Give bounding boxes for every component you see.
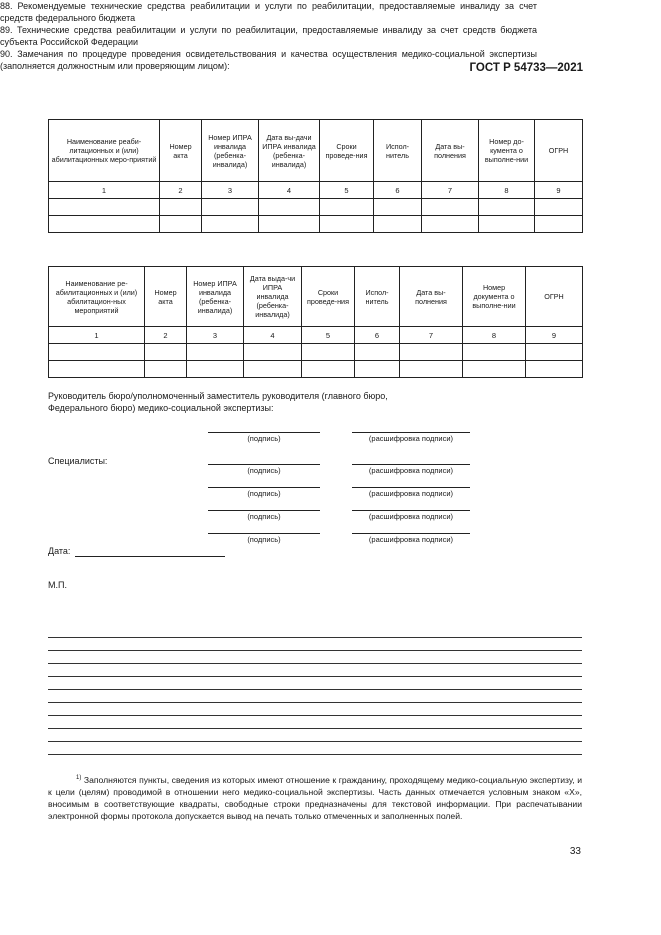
signature-caption: (подпись) xyxy=(247,489,281,498)
table-88-number-cell: 6 xyxy=(374,182,422,199)
table-89-number-row xyxy=(49,327,583,344)
footnote-text: Заполняются пункты, сведения из которых имеют отношение к гражданину, проходящему медико-социальную экспертизу, и к цели (целям) проводимой в отношении него медико-социальной экспертизы. Часть данных отмечается условным знаком «X», вносимым в соответствующие квадраты, свободные строки предназначены для текстовой информации. При распечатывании электронной формы протокола допускается вывод на печать только отмеченных и заполненных полей. xyxy=(48,774,582,821)
table-88 xyxy=(48,119,583,233)
table-88-number-row xyxy=(49,182,583,199)
table-89-header-cell: Сроки проведе-ния xyxy=(302,267,355,327)
table-89-header-cell: Номер документа о выполне-нии xyxy=(463,267,526,327)
signature-line[interactable] xyxy=(208,432,320,433)
remarks-line[interactable] xyxy=(48,702,582,703)
table-89 xyxy=(48,266,583,378)
section-89-title: 89. Технические средства реабилитации и услуги по реабилитации, предоставляемые инвалиду за счет средств бюджета субъекта Российской Федерации xyxy=(0,25,537,47)
decode-caption: (расшифровка подписи) xyxy=(368,466,454,475)
signature-caption: (подпись) xyxy=(247,512,281,521)
signature-line[interactable] xyxy=(208,487,320,488)
decode-line[interactable] xyxy=(352,510,470,511)
table-88-number-cell: 3 xyxy=(202,182,259,199)
section-88-title: 88. Рекомендуемые технические средства реабилитации и услуги по реабилитации, предоставляемые инвалиду за счет средств федерального бюджета xyxy=(0,1,537,23)
stamp-label: М.П. xyxy=(48,580,67,590)
table-89-number-cell: 3 xyxy=(187,327,244,344)
table-89-number-cell: 5 xyxy=(302,327,355,344)
table-89-number-cell: 2 xyxy=(145,327,187,344)
remarks-line[interactable] xyxy=(48,754,582,755)
table-88-empty-row[interactable] xyxy=(49,199,583,216)
table-89-header-cell: Дата выда-чи ИПРА инвалида (ребенка-инвалида) xyxy=(244,267,302,327)
table-89-empty-row[interactable] xyxy=(49,361,583,378)
signature-caption: (подпись) xyxy=(247,535,281,544)
table-89-number-cell: 7 xyxy=(400,327,463,344)
remarks-line[interactable] xyxy=(48,728,582,729)
table-89-number-cell: 9 xyxy=(526,327,583,344)
signature-line[interactable] xyxy=(208,464,320,465)
table-88-header-row xyxy=(49,120,583,182)
table-89-header-cell: ОГРН xyxy=(526,267,583,327)
table-89-header-cell: Наименование ре-абилитационных и (или) абилитацион-ных мероприятий xyxy=(49,267,145,327)
remarks-line[interactable] xyxy=(48,637,582,638)
remarks-line[interactable] xyxy=(48,663,582,664)
decode-line[interactable] xyxy=(352,533,470,534)
table-89-number-cell: 1 xyxy=(49,327,145,344)
section-90-title: 90. Замечания по процедуре проведения освидетельствования и качества осуществления медико-социальной экспертизы (заполняется должностным или проверяющим лицом): xyxy=(0,49,537,71)
page-number: 33 xyxy=(569,846,581,857)
decode-caption: (расшифровка подписи) xyxy=(368,512,454,521)
table-88-number-cell: 9 xyxy=(535,182,583,199)
table-88-number-cell: 5 xyxy=(320,182,374,199)
table-88-header-cell: Сроки проведе-ния xyxy=(320,120,374,182)
remarks-line[interactable] xyxy=(48,650,582,651)
signature-line[interactable] xyxy=(208,533,320,534)
table-88-number-cell: 8 xyxy=(479,182,535,199)
table-88-header-cell: Номер акта xyxy=(160,120,202,182)
remarks-line[interactable] xyxy=(48,715,582,716)
date-line[interactable] xyxy=(75,556,225,557)
date-label: Дата: xyxy=(48,546,71,556)
decode-caption: (расшифровка подписи) xyxy=(368,535,454,544)
table-88-header-cell: Испол-нитель xyxy=(374,120,422,182)
table-89-header-row xyxy=(49,267,583,327)
table-89-header-cell: Номер ИПРА инвалида (ребенка-инвалида) xyxy=(187,267,244,327)
signature-caption: (подпись) xyxy=(247,434,281,443)
table-89-number-cell: 6 xyxy=(355,327,400,344)
remarks-line[interactable] xyxy=(48,741,582,742)
table-89-number-cell: 8 xyxy=(463,327,526,344)
table-88-number-cell: 2 xyxy=(160,182,202,199)
table-88-number-cell: 4 xyxy=(259,182,320,199)
table-89-header-cell: Испол-нитель xyxy=(355,267,400,327)
remarks-line[interactable] xyxy=(48,689,582,690)
table-88-number-cell: 1 xyxy=(49,182,160,199)
decode-line[interactable] xyxy=(352,464,470,465)
table-88-header-cell: Дата вы-дачи ИПРА инвалида (ребенка-инвалида) xyxy=(259,120,320,182)
signature-line[interactable] xyxy=(208,510,320,511)
table-88-number-cell: 7 xyxy=(422,182,479,199)
table-88-header-cell: Номер ИПРА инвалида (ребенка-инвалида) xyxy=(202,120,259,182)
head-signature-label: Руководитель бюро/уполномоченный заместитель руководителя (главного бюро, Федерального бюро) медико-социальной экспертизы: xyxy=(48,391,388,413)
signature-caption: (подпись) xyxy=(247,466,281,475)
table-88-header-cell: Номер до-кумента о выполне-нии xyxy=(479,120,535,182)
decode-caption: (расшифровка подписи) xyxy=(368,434,454,443)
specialists-label: Специалисты: xyxy=(48,456,108,466)
decode-line[interactable] xyxy=(352,487,470,488)
table-88-header-cell: ОГРН xyxy=(535,120,583,182)
decode-line[interactable] xyxy=(352,432,470,433)
table-89-header-cell: Номер акта xyxy=(145,267,187,327)
table-89-number-cell: 4 xyxy=(244,327,302,344)
footnote-marker: 1) xyxy=(76,775,82,781)
decode-caption: (расшифровка подписи) xyxy=(368,489,454,498)
table-88-header-cell: Наименование реаби-литационных и (или) абилитационных меро-приятий xyxy=(49,120,160,182)
standard-number: ГОСТ Р 54733—2021 xyxy=(469,62,583,74)
footnote xyxy=(48,772,582,822)
table-89-header-cell: Дата вы-полнения xyxy=(400,267,463,327)
table-88-header-cell: Дата вы-полнения xyxy=(422,120,479,182)
table-89-empty-row[interactable] xyxy=(49,344,583,361)
table-88-empty-row[interactable] xyxy=(49,216,583,233)
remarks-line[interactable] xyxy=(48,676,582,677)
